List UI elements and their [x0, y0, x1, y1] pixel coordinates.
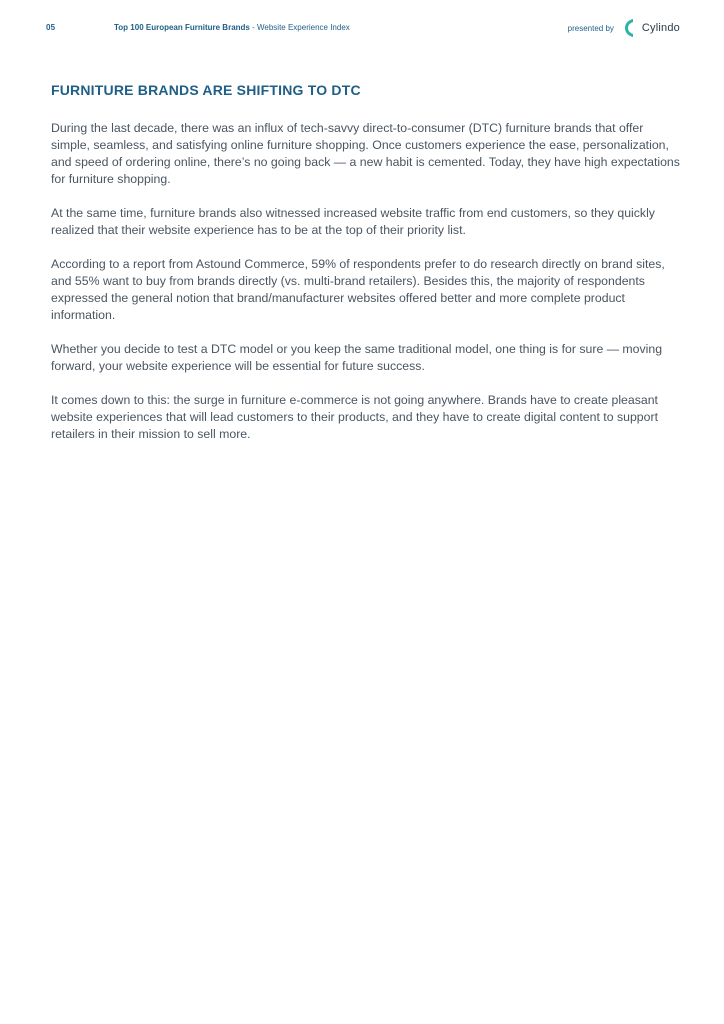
presented-by-block: [568, 17, 680, 39]
cylindo-logo-icon: [622, 17, 636, 39]
document-title: [114, 23, 350, 32]
paragraph-conclusion: It comes down to this: the surge in furniture e-commerce is not going anywhere. Brands have to create pleasant website experiences that will lead customers to their products, and they have to create digital content to support retailers in their mission to sell more.: [51, 393, 658, 441]
paragraph-dtc-model: Whether you decide to test a DTC model or you keep the same traditional model, one thing is for sure — moving forward, your website experience will be essential for future success.: [51, 342, 663, 373]
page-header: [0, 0, 724, 56]
brand-name: Cylindo: [641, 22, 680, 34]
paragraph-dtc-influx: During the last decade, there was an influx of tech-savvy direct-to-consumer (DTC) furniture brands that offer simple, seamless, and satisfying online furniture shopping. Once customers experience the ease, personalization, and speed of ordering online, there’s no going back — a new habit is cemented. Today, they have high expectations for furniture shopping.: [51, 121, 680, 186]
page-number: 05: [46, 23, 56, 32]
article-body: [51, 82, 683, 460]
paragraph-astound-report: According to a report from Astound Commerce, 59% of respondents prefer to do research directly on brand sites, and 55% want to buy from brands directly (vs. multi-brand retailers). Besides this, the majority of respondents expressed the general notion that brand/manufacturer websites offered better and more complete product information.: [51, 257, 665, 322]
document-title-strong: Top 100 European Furniture Brands: [114, 23, 250, 32]
section-title: FURNITURE BRANDS ARE SHIFTING TO DTC: [51, 82, 361, 98]
cylindo-logo-curve: [625, 19, 633, 37]
presented-by-label: presented by: [567, 23, 614, 33]
paragraph-website-traffic: At the same time, furniture brands also witnessed increased website traffic from end customers, so they quickly realized that their website experience has to be at the top of their priority list.: [51, 206, 655, 237]
document-title-rest: - Website Experience Index: [249, 23, 350, 32]
